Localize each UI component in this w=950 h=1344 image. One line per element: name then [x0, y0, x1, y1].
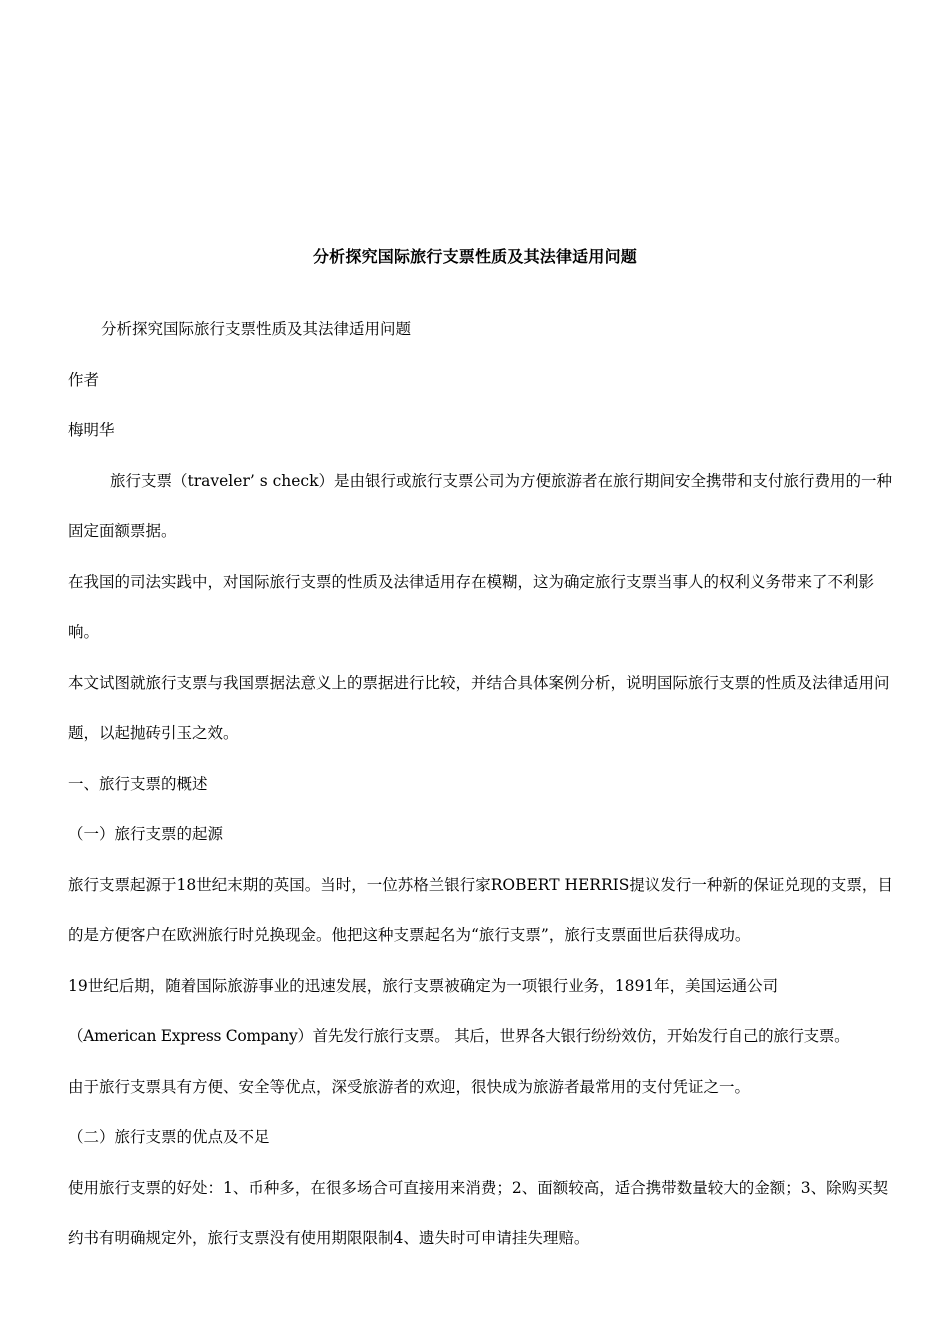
body-paragraph: 由于旅行支票具有方便、安全等优点，深受旅游者的欢迎，很快成为旅游者最常用的支付凭证之一。: [68, 1077, 751, 1096]
body-paragraph: 本文试图就旅行支票与我国票据法意义上的票据进行比较，并结合具体案例分析，说明国际旅行支票的性质及法律适用问题，以起抛砖引玉之效。: [68, 673, 890, 742]
author-label: 作者: [68, 370, 100, 389]
document-body: [68, 304, 898, 1264]
author-name: 梅明华: [68, 421, 115, 439]
subtitle-paragraph: 分析探究国际旅行支票性质及其法律适用问题: [101, 320, 412, 338]
section-heading: 一、旅行支票的概述: [68, 774, 208, 793]
subsection-heading: （一）旅行支票的起源: [68, 825, 224, 843]
body-paragraph: 旅行支票起源于18世纪末期的英国。当时，一位苏格兰银行家ROBERT HERRIS提议发行一种新的保证兑现的支票，目的是方便客户在欧洲旅行时兑换现金。他把这种支票起名为“旅行支票”，旅行支票面世后获得成功。: [68, 875, 893, 944]
body-paragraph: （American Express Company）首先发行旅行支票。 其后，世界各大银行纷纷效仿，开始发行自己的旅行支票。: [68, 1027, 850, 1045]
intro-paragraph: 旅行支票（traveler’ s check）是由银行或旅行支票公司为方便旅游者在旅行期间安全携带和支付旅行费用的一种固定面额票据。: [68, 471, 892, 540]
subsection-heading: （二）旅行支票的优点及不足: [68, 1128, 270, 1146]
body-paragraph: 19世纪后期，随着国际旅游事业的迅速发展，旅行支票被确定为一项银行业务，1891年，美国运通公司: [68, 976, 779, 995]
body-paragraph: 在我国的司法实践中，对国际旅行支票的性质及法律适用存在模糊，这为确定旅行支票当事人的权利义务带来了不利影响。: [68, 572, 875, 641]
document-title: 分析探究国际旅行支票性质及其法律适用问题: [312, 247, 637, 266]
body-paragraph: 使用旅行支票的好处：1、币种多，在很多场合可直接用来消费；2、面额较高，适合携带数量较大的金额；3、除购买契约书有明确规定外，旅行支票没有使用期限限制4、遗失时可申请挂失理赔。: [68, 1178, 889, 1247]
